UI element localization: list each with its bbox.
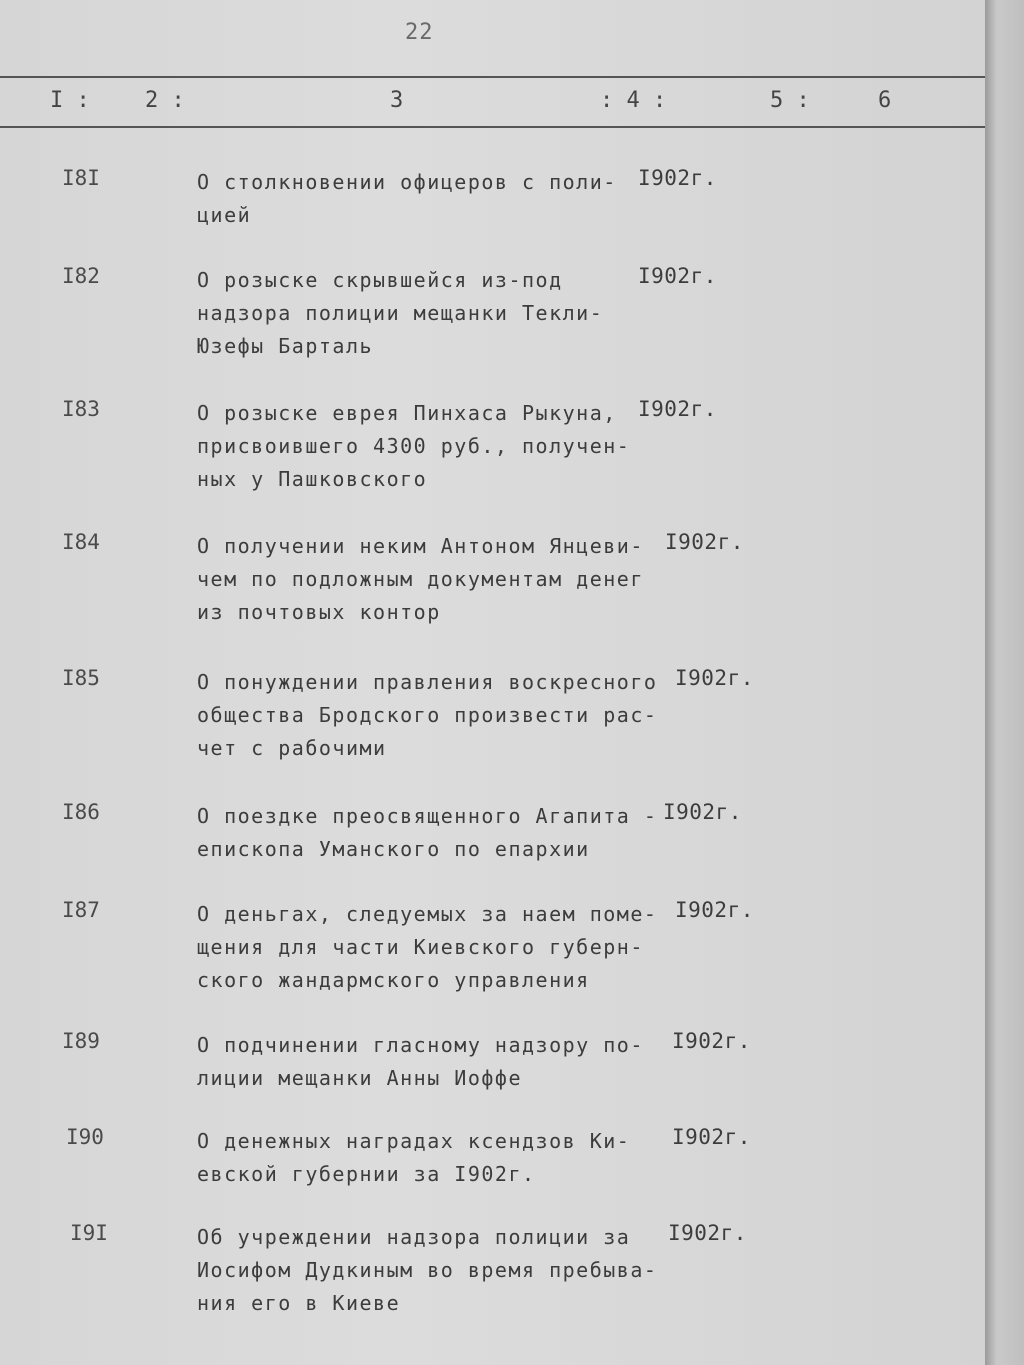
header-top-rule xyxy=(0,76,985,78)
entry-number: I83 xyxy=(62,397,100,421)
header-bottom-rule xyxy=(0,126,985,128)
entry-number: I87 xyxy=(62,898,100,922)
entry-year: I902г. xyxy=(638,264,717,288)
entry-title: О подчинении гласному надзору по- лиции мещанки Анны Иоффе xyxy=(197,1033,644,1090)
page-edge-shadow xyxy=(985,0,1024,1365)
entry-title: О понуждении правления воскресного общества Бродского произвести рас- чет с рабочими xyxy=(197,670,658,760)
entry-number: I84 xyxy=(62,530,100,554)
entry-year: I902г. xyxy=(672,1029,751,1053)
page-number: 22 xyxy=(405,20,434,45)
entry-title: О столкновении офицеров с поли- цией xyxy=(197,170,617,227)
entry-title: Об учреждении надзора полиции за Иосифом Дудкиным во время пребыва- ния его в Киеве xyxy=(197,1225,658,1315)
entry-number: I8I xyxy=(62,166,100,190)
entry-number: I82 xyxy=(62,264,100,288)
entry-year: I902г. xyxy=(638,397,717,421)
column-header-4: : 4 : xyxy=(600,88,667,113)
entry-number: I90 xyxy=(66,1125,104,1149)
entry-year: I902г. xyxy=(663,800,742,824)
column-header-2: 2 : xyxy=(145,88,185,113)
entry-title: О розыске скрывшейся из-под надзора полиции мещанки Текли- Юзефы Барталь xyxy=(197,268,604,358)
column-header-1: I : xyxy=(50,88,90,113)
entry-year: I902г. xyxy=(638,166,717,190)
column-header-6: 6 xyxy=(878,88,892,113)
entry-title: О деньгах, следуемых за наем поме- щения для части Киевского губерн- ского жандармского управления xyxy=(197,902,658,992)
entry-year: I902г. xyxy=(672,1125,751,1149)
column-header-3: 3 xyxy=(390,88,404,113)
entry-number: I9I xyxy=(70,1221,108,1245)
entry-year: I902г. xyxy=(675,666,754,690)
entry-number: I89 xyxy=(62,1029,100,1053)
entry-year: I902г. xyxy=(668,1221,747,1245)
entry-year: I902г. xyxy=(675,898,754,922)
entry-year: I902г. xyxy=(665,530,744,554)
entry-title: О розыске еврея Пинхаса Рыкуна, присвоившего 4300 руб., получен- ных у Пашковского xyxy=(197,401,631,491)
entry-number: I86 xyxy=(62,800,100,824)
entry-number: I85 xyxy=(62,666,100,690)
entry-title: О поездке преосвященного Агапита - епископа Уманского по епархии xyxy=(197,804,658,861)
entry-title: О денежных наградах ксендзов Ки- евской губернии за I902г. xyxy=(197,1129,631,1186)
entry-title: О получении неким Антоном Янцеви- чем по подложным документам денег из почтовых контор xyxy=(197,534,644,624)
column-header-5: 5 : xyxy=(770,88,810,113)
